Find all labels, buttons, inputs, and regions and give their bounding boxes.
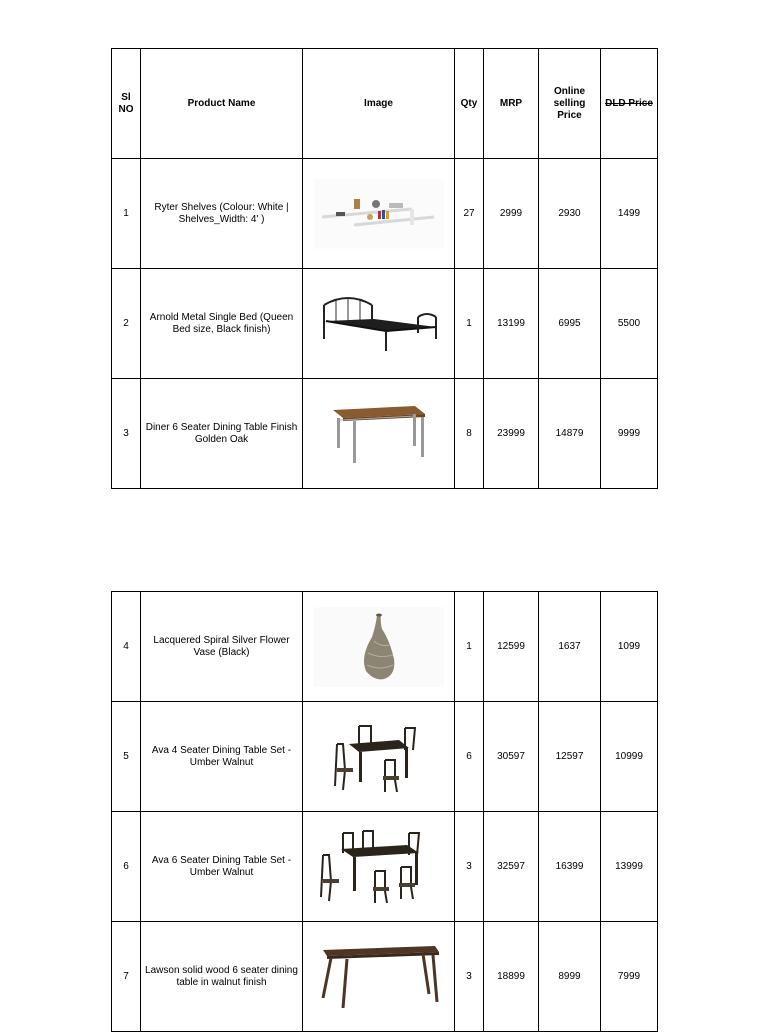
cell-image (303, 702, 455, 812)
cell-online-price: 1637 (539, 592, 601, 702)
cell-dld-price: 5500 (601, 269, 658, 379)
cell-mrp: 18899 (484, 922, 539, 1032)
header-dld-price: DLD Price (601, 49, 658, 159)
cell-product-name: Ava 6 Seater Dining Table Set - Umber Walnut (141, 812, 303, 922)
header-sl-no: Sl NO (112, 49, 141, 159)
cell-sl: 3 (112, 379, 141, 489)
cell-image (303, 379, 455, 489)
cell-qty: 3 (455, 812, 484, 922)
table-row (112, 379, 658, 489)
cell-mrp: 32597 (484, 812, 539, 922)
cell-dld-price: 1499 (601, 159, 658, 269)
wall-shelves-icon (314, 179, 444, 249)
table-row (112, 159, 658, 269)
cell-qty: 6 (455, 702, 484, 812)
dining-table-icon (329, 402, 429, 466)
product-table-1 (111, 48, 658, 489)
cell-product-name: Ava 4 Seater Dining Table Set - Umber Walnut (141, 702, 303, 812)
product-table-2 (111, 591, 658, 1032)
cell-qty: 1 (455, 269, 484, 379)
cell-online-price: 16399 (539, 812, 601, 922)
cell-product-name: Arnold Metal Single Bed (Queen Bed size, Black finish) (141, 269, 303, 379)
cell-sl: 2 (112, 269, 141, 379)
cell-mrp: 23999 (484, 379, 539, 489)
cell-mrp: 12599 (484, 592, 539, 702)
table-header-row (112, 49, 658, 159)
cell-dld-price: 13999 (601, 812, 658, 922)
metal-bed-icon (318, 291, 440, 357)
table-row (112, 702, 658, 812)
cell-dld-price: 7999 (601, 922, 658, 1032)
cell-qty: 3 (455, 922, 484, 1032)
cell-sl: 6 (112, 812, 141, 922)
cell-sl: 4 (112, 592, 141, 702)
cell-product-name: Diner 6 Seater Dining Table Finish Golden Oak (141, 379, 303, 489)
cell-mrp: 2999 (484, 159, 539, 269)
cell-qty: 1 (455, 592, 484, 702)
cell-online-price: 6995 (539, 269, 601, 379)
cell-product-name: Lawson solid wood 6 seater dining table in walnut finish (141, 922, 303, 1032)
cell-online-price: 2930 (539, 159, 601, 269)
cell-image (303, 812, 455, 922)
cell-dld-price: 10999 (601, 702, 658, 812)
header-image: Image (303, 49, 455, 159)
cell-dld-price: 1099 (601, 592, 658, 702)
header-qty: Qty (455, 49, 484, 159)
cell-online-price: 14879 (539, 379, 601, 489)
cell-product-name: Ryter Shelves (Colour: White | Shelves_Width: 4' ) (141, 159, 303, 269)
dining-set-6-icon (319, 827, 439, 907)
cell-online-price: 8999 (539, 922, 601, 1032)
cell-mrp: 13199 (484, 269, 539, 379)
table-row (112, 269, 658, 379)
dining-set-4-icon (329, 720, 429, 794)
cell-sl: 1 (112, 159, 141, 269)
cell-qty: 27 (455, 159, 484, 269)
cell-image (303, 592, 455, 702)
table-row (112, 592, 658, 702)
header-mrp: MRP (484, 49, 539, 159)
cell-image (303, 269, 455, 379)
cell-image (303, 922, 455, 1032)
cell-sl: 5 (112, 702, 141, 812)
cell-dld-price: 9999 (601, 379, 658, 489)
cell-mrp: 30597 (484, 702, 539, 812)
cell-qty: 8 (455, 379, 484, 489)
table-row (112, 922, 658, 1032)
cell-product-name: Lacquered Spiral Silver Flower Vase (Black) (141, 592, 303, 702)
flower-vase-icon (314, 607, 444, 687)
wood-dining-table-icon (317, 942, 441, 1012)
cell-online-price: 12597 (539, 702, 601, 812)
header-online-price: Online selling Price (539, 49, 601, 159)
cell-sl: 7 (112, 922, 141, 1032)
table-row (112, 812, 658, 922)
cell-image (303, 159, 455, 269)
header-product-name: Product Name (141, 49, 303, 159)
